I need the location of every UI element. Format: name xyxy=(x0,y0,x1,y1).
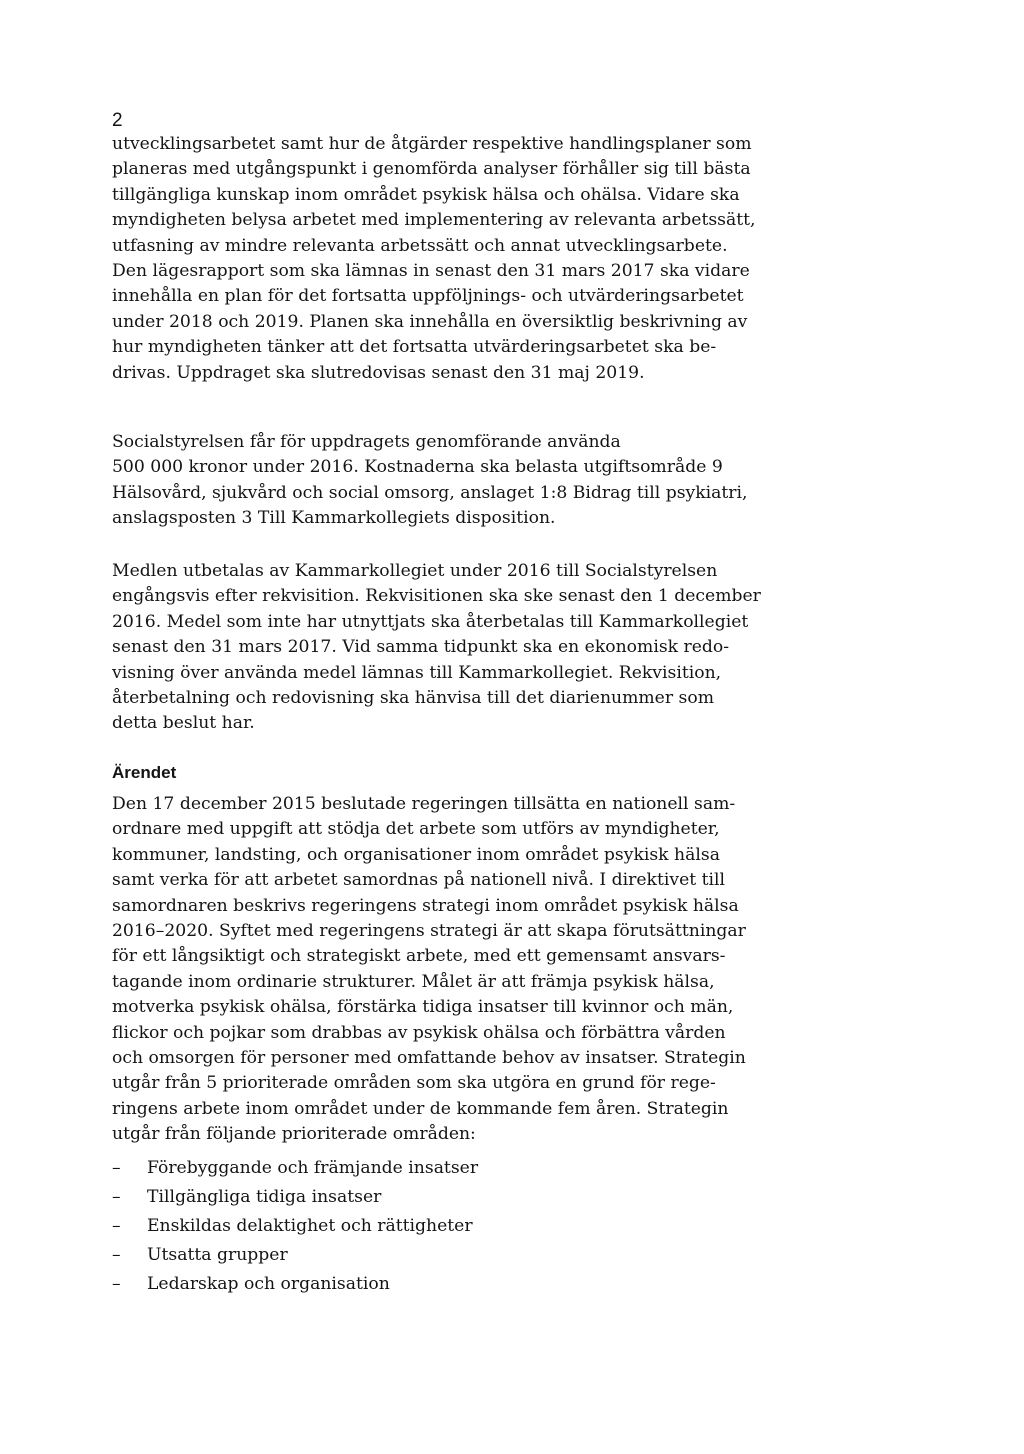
paragraph-line: utfasning av mindre relevanta arbetssätt och annat utvecklingsarbete. xyxy=(112,235,728,256)
paragraph-line: hur myndigheten tänker att det fortsatta utvärderingsarbetet ska be- xyxy=(112,337,717,358)
paragraph-line: anslagsposten 3 Till Kammarkollegiets disposition. xyxy=(112,508,556,529)
list-item-text: Tillgängliga tidiga insatser xyxy=(147,1187,382,1208)
paragraph-line: flickor och pojkar som drabbas av psykisk ohälsa och förbättra vården xyxy=(112,1022,726,1043)
paragraph-1 xyxy=(112,132,756,386)
paragraph-line: detta beslut har. xyxy=(112,713,255,734)
section-heading: Ärendet xyxy=(112,763,177,782)
paragraph-line: utvecklingsarbetet samt hur de åtgärder respektive handlingsplaner som xyxy=(112,134,752,154)
paragraph-line: utgår från följande prioriterade områden: xyxy=(112,1124,476,1145)
dash-marker: – xyxy=(112,1158,121,1178)
dash-marker: – xyxy=(112,1245,121,1266)
dash-marker: – xyxy=(112,1216,121,1237)
paragraph-line: myndigheten belysa arbetet med implementering av relevanta arbetssätt, xyxy=(112,210,756,231)
paragraph-line: innehålla en plan för det fortsatta uppföljnings- och utvärderingsarbetet xyxy=(112,286,744,307)
priority-areas-list xyxy=(112,1154,478,1299)
paragraph-3 xyxy=(112,559,761,737)
paragraph-line: tillgängliga kunskap inom området psykisk hälsa och ohälsa. Vidare ska xyxy=(112,184,740,205)
paragraph-line: visning över använda medel lämnas till Kammarkollegiet. Rekvisition, xyxy=(112,662,722,683)
section-paragraph xyxy=(112,792,746,1148)
paragraph-line: 2016. Medel som inte har utnyttjats ska återbetalas till Kammarkollegiet xyxy=(112,611,749,632)
dash-marker: – xyxy=(112,1274,121,1295)
paragraph-line: senast den 31 mars 2017. Vid samma tidpunkt ska en ekonomisk redo- xyxy=(112,637,730,658)
paragraph-line: för ett långsiktigt och strategiskt arbete, med ett gemensamt ansvars- xyxy=(112,946,726,967)
paragraph-line: samt verka för att arbetet samordnas på nationell nivå. I direktivet till xyxy=(112,870,726,891)
list-item xyxy=(112,1241,478,1270)
paragraph-line: motverka psykisk ohälsa, förstärka tidiga insatser till kvinnor och män, xyxy=(112,997,734,1018)
paragraph-line: Hälsovård, sjukvård och social omsorg, anslaget 1:8 Bidrag till psykiatri, xyxy=(112,482,748,503)
list-item-text: Enskildas delaktighet och rättigheter xyxy=(147,1216,473,1237)
paragraph-line: drivas. Uppdraget ska slutredovisas senast den 31 maj 2019. xyxy=(112,362,645,383)
list-item-text: Utsatta grupper xyxy=(147,1245,288,1266)
paragraph-line: ordnare med uppgift att stödja det arbete som utförs av myndigheter, xyxy=(112,819,720,840)
paragraph-line: återbetalning och redovisning ska hänvisa till det diarienummer som xyxy=(112,688,714,709)
paragraph-line: samordnaren beskrivs regeringens strategi inom området psykisk hälsa xyxy=(112,895,739,916)
paragraph-2 xyxy=(112,430,748,532)
paragraph-line: 500 000 kronor under 2016. Kostnaderna ska belasta utgiftsområde 9 xyxy=(112,457,723,478)
paragraph-line: engångsvis efter rekvisition. Rekvisitionen ska ske senast den 1 december xyxy=(112,586,761,607)
paragraph-line: kommuner, landsting, och organisationer inom området psykisk hälsa xyxy=(112,844,720,865)
list-item xyxy=(112,1212,478,1241)
list-item xyxy=(112,1154,478,1183)
list-item xyxy=(112,1270,478,1299)
paragraph-line: tagande inom ordinarie strukturer. Målet är att främja psykisk hälsa, xyxy=(112,971,715,992)
paragraph-line: Socialstyrelsen får för uppdragets genomförande använda xyxy=(112,432,621,452)
dash-marker: – xyxy=(112,1187,121,1208)
paragraph-line: ringens arbete inom området under de kommande fem åren. Strategin xyxy=(112,1098,729,1119)
paragraph-line: utgår från 5 prioriterade områden som ska utgöra en grund för rege- xyxy=(112,1073,716,1094)
paragraph-line: under 2018 och 2019. Planen ska innehålla en översiktlig beskrivning av xyxy=(112,311,748,332)
list-item xyxy=(112,1183,478,1212)
page-number: 2 xyxy=(112,110,123,131)
paragraph-line: Medlen utbetalas av Kammarkollegiet under 2016 till Socialstyrelsen xyxy=(112,561,718,581)
paragraph-line: planeras med utgångspunkt i genomförda analyser förhåller sig till bästa xyxy=(112,159,751,180)
list-item-text: Ledarskap och organisation xyxy=(147,1274,390,1295)
paragraph-line: Den 17 december 2015 beslutade regeringen tillsätta en nationell sam- xyxy=(112,794,736,814)
paragraph-line: 2016–2020. Syftet med regeringens strategi är att skapa förutsättningar xyxy=(112,921,746,942)
paragraph-line: Den lägesrapport som ska lämnas in senast den 31 mars 2017 ska vidare xyxy=(112,261,750,282)
paragraph-line: och omsorgen för personer med omfattande behov av insatser. Strategin xyxy=(112,1048,746,1069)
list-item-text: Förebyggande och främjande insatser xyxy=(147,1158,479,1178)
